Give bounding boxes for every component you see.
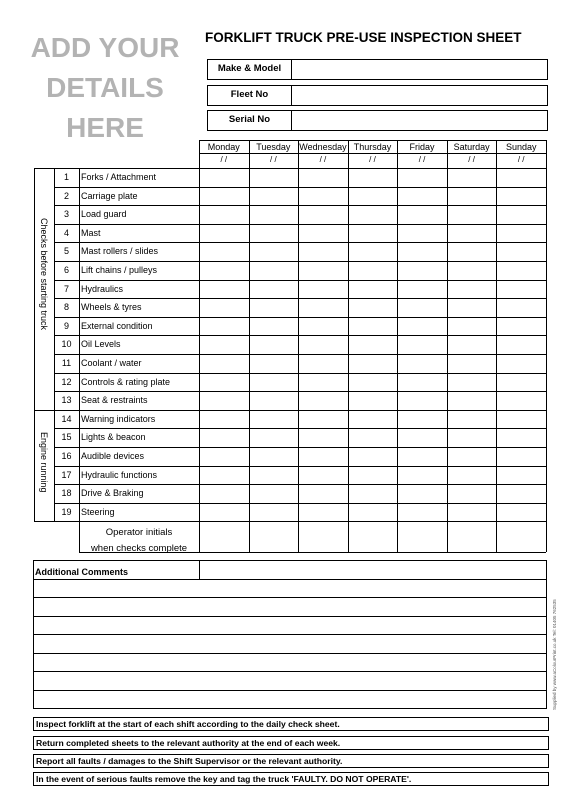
date-field[interactable]: / / — [270, 155, 277, 164]
comment-line-field[interactable] — [34, 598, 545, 615]
item-label: Hydraulic functions — [81, 469, 158, 480]
date-field[interactable]: / / — [220, 155, 228, 164]
item-label: Mast rollers / slides — [81, 246, 159, 257]
item-label: Coolant / water — [81, 358, 142, 368]
item-number: 2 — [63, 190, 69, 201]
instruction-line: Return completed sheets to the relevant authority at the end of each week. — [33, 736, 549, 750]
day-header-monday: Monday — [207, 142, 240, 152]
item-number: 6 — [63, 265, 69, 275]
item-label: Load guard — [81, 209, 127, 220]
item-number: 7 — [63, 283, 69, 294]
comment-line-field[interactable] — [34, 617, 545, 633]
date-field[interactable]: / / — [418, 155, 426, 164]
comments-label: Additional Comments — [35, 567, 129, 577]
page-title: FORKLIFT TRUCK PRE-USE INSPECTION SHEET — [205, 30, 522, 45]
instruction-line: Inspect forklift at the start of each shift according to the daily check sheet. — [33, 717, 549, 731]
item-number: 5 — [63, 246, 69, 257]
item-label: Audible devices — [81, 451, 145, 461]
item-label: Controls & rating plate — [81, 376, 171, 387]
item-number: 16 — [61, 451, 72, 461]
item-number: 8 — [63, 302, 69, 313]
item-label: Warning indicators — [81, 413, 156, 424]
item-number: 9 — [63, 320, 69, 331]
day-header-thursday: Thursday — [353, 142, 392, 152]
item-number: 14 — [61, 413, 72, 424]
operator-label-line: when checks complete — [90, 543, 188, 555]
day-header-wednesday: Wednesday — [299, 142, 347, 152]
item-number: 10 — [61, 339, 72, 350]
instruction-line: Report all faults / damages to the Shift Supervisor or the relevant authority. — [33, 754, 549, 768]
comments-line — [199, 560, 200, 579]
comment-line-field[interactable] — [34, 654, 545, 670]
item-label: Carriage plate — [81, 190, 138, 201]
item-label: Wheels & tyres — [81, 302, 142, 313]
item-number: 13 — [61, 395, 72, 406]
item-label: Lights & beacon — [81, 432, 146, 443]
item-label: Forks / Attachment — [81, 172, 157, 182]
date-field[interactable]: / / — [468, 155, 475, 164]
date-field[interactable]: / / — [517, 155, 525, 164]
item-label: Hydraulics — [81, 283, 124, 294]
comments-line — [33, 708, 546, 709]
item-label: Mast — [81, 227, 101, 238]
item-number: 4 — [63, 227, 69, 238]
placeholder-line: HERE — [66, 112, 144, 143]
placeholder-line: ADD YOUR — [30, 32, 180, 63]
comment-line-field[interactable] — [34, 672, 545, 689]
item-number: 18 — [61, 488, 72, 499]
item-number: 19 — [61, 506, 72, 517]
item-label: Drive & Braking — [81, 488, 144, 499]
group-label-engine-running: Engine running — [39, 431, 49, 493]
date-field[interactable]: / / — [369, 155, 376, 164]
item-number: 3 — [63, 209, 69, 220]
group-label-checks-before: Checks before starting truck — [39, 218, 49, 331]
day-header-tuesday: Tuesday — [256, 142, 291, 152]
day-header-sunday: Sunday — [505, 142, 537, 152]
instruction-line: In the event of serious faults remove the key and tag the truck 'FAULTY. DO NOT OPERATE'. — [33, 772, 549, 786]
comment-line-field[interactable] — [34, 580, 545, 596]
day-header-friday: Friday — [409, 142, 435, 152]
item-label: External condition — [81, 320, 153, 331]
comment-line-field[interactable] — [34, 691, 545, 707]
item-label: Seat & restraints — [81, 395, 148, 406]
comment-line-field[interactable] — [34, 635, 545, 652]
item-number: 1 — [63, 172, 69, 182]
supplier-credit: Supplied by www.aColourPrint.co.uk Tel: 01405 762535 — [552, 599, 557, 710]
serial-no-label: Serial No — [228, 114, 271, 125]
item-label: Lift chains / pulleys — [81, 265, 158, 275]
item-number: 11 — [61, 358, 72, 368]
date-field[interactable]: / / — [319, 155, 327, 164]
operator-label-line: Operator initials — [105, 527, 173, 539]
placeholder-line: DETAILS — [46, 72, 164, 103]
item-number: 12 — [61, 376, 72, 387]
day-header-saturday: Saturday — [453, 142, 490, 152]
comments-line — [33, 560, 546, 561]
make-model-label: Make & Model — [217, 63, 282, 74]
comments-line — [546, 560, 547, 709]
item-label: Oil Levels — [81, 339, 121, 350]
item-number: 17 — [61, 469, 72, 480]
item-number: 15 — [61, 432, 72, 443]
item-label: Steering — [81, 506, 115, 517]
fleet-no-label: Fleet No — [230, 89, 269, 100]
